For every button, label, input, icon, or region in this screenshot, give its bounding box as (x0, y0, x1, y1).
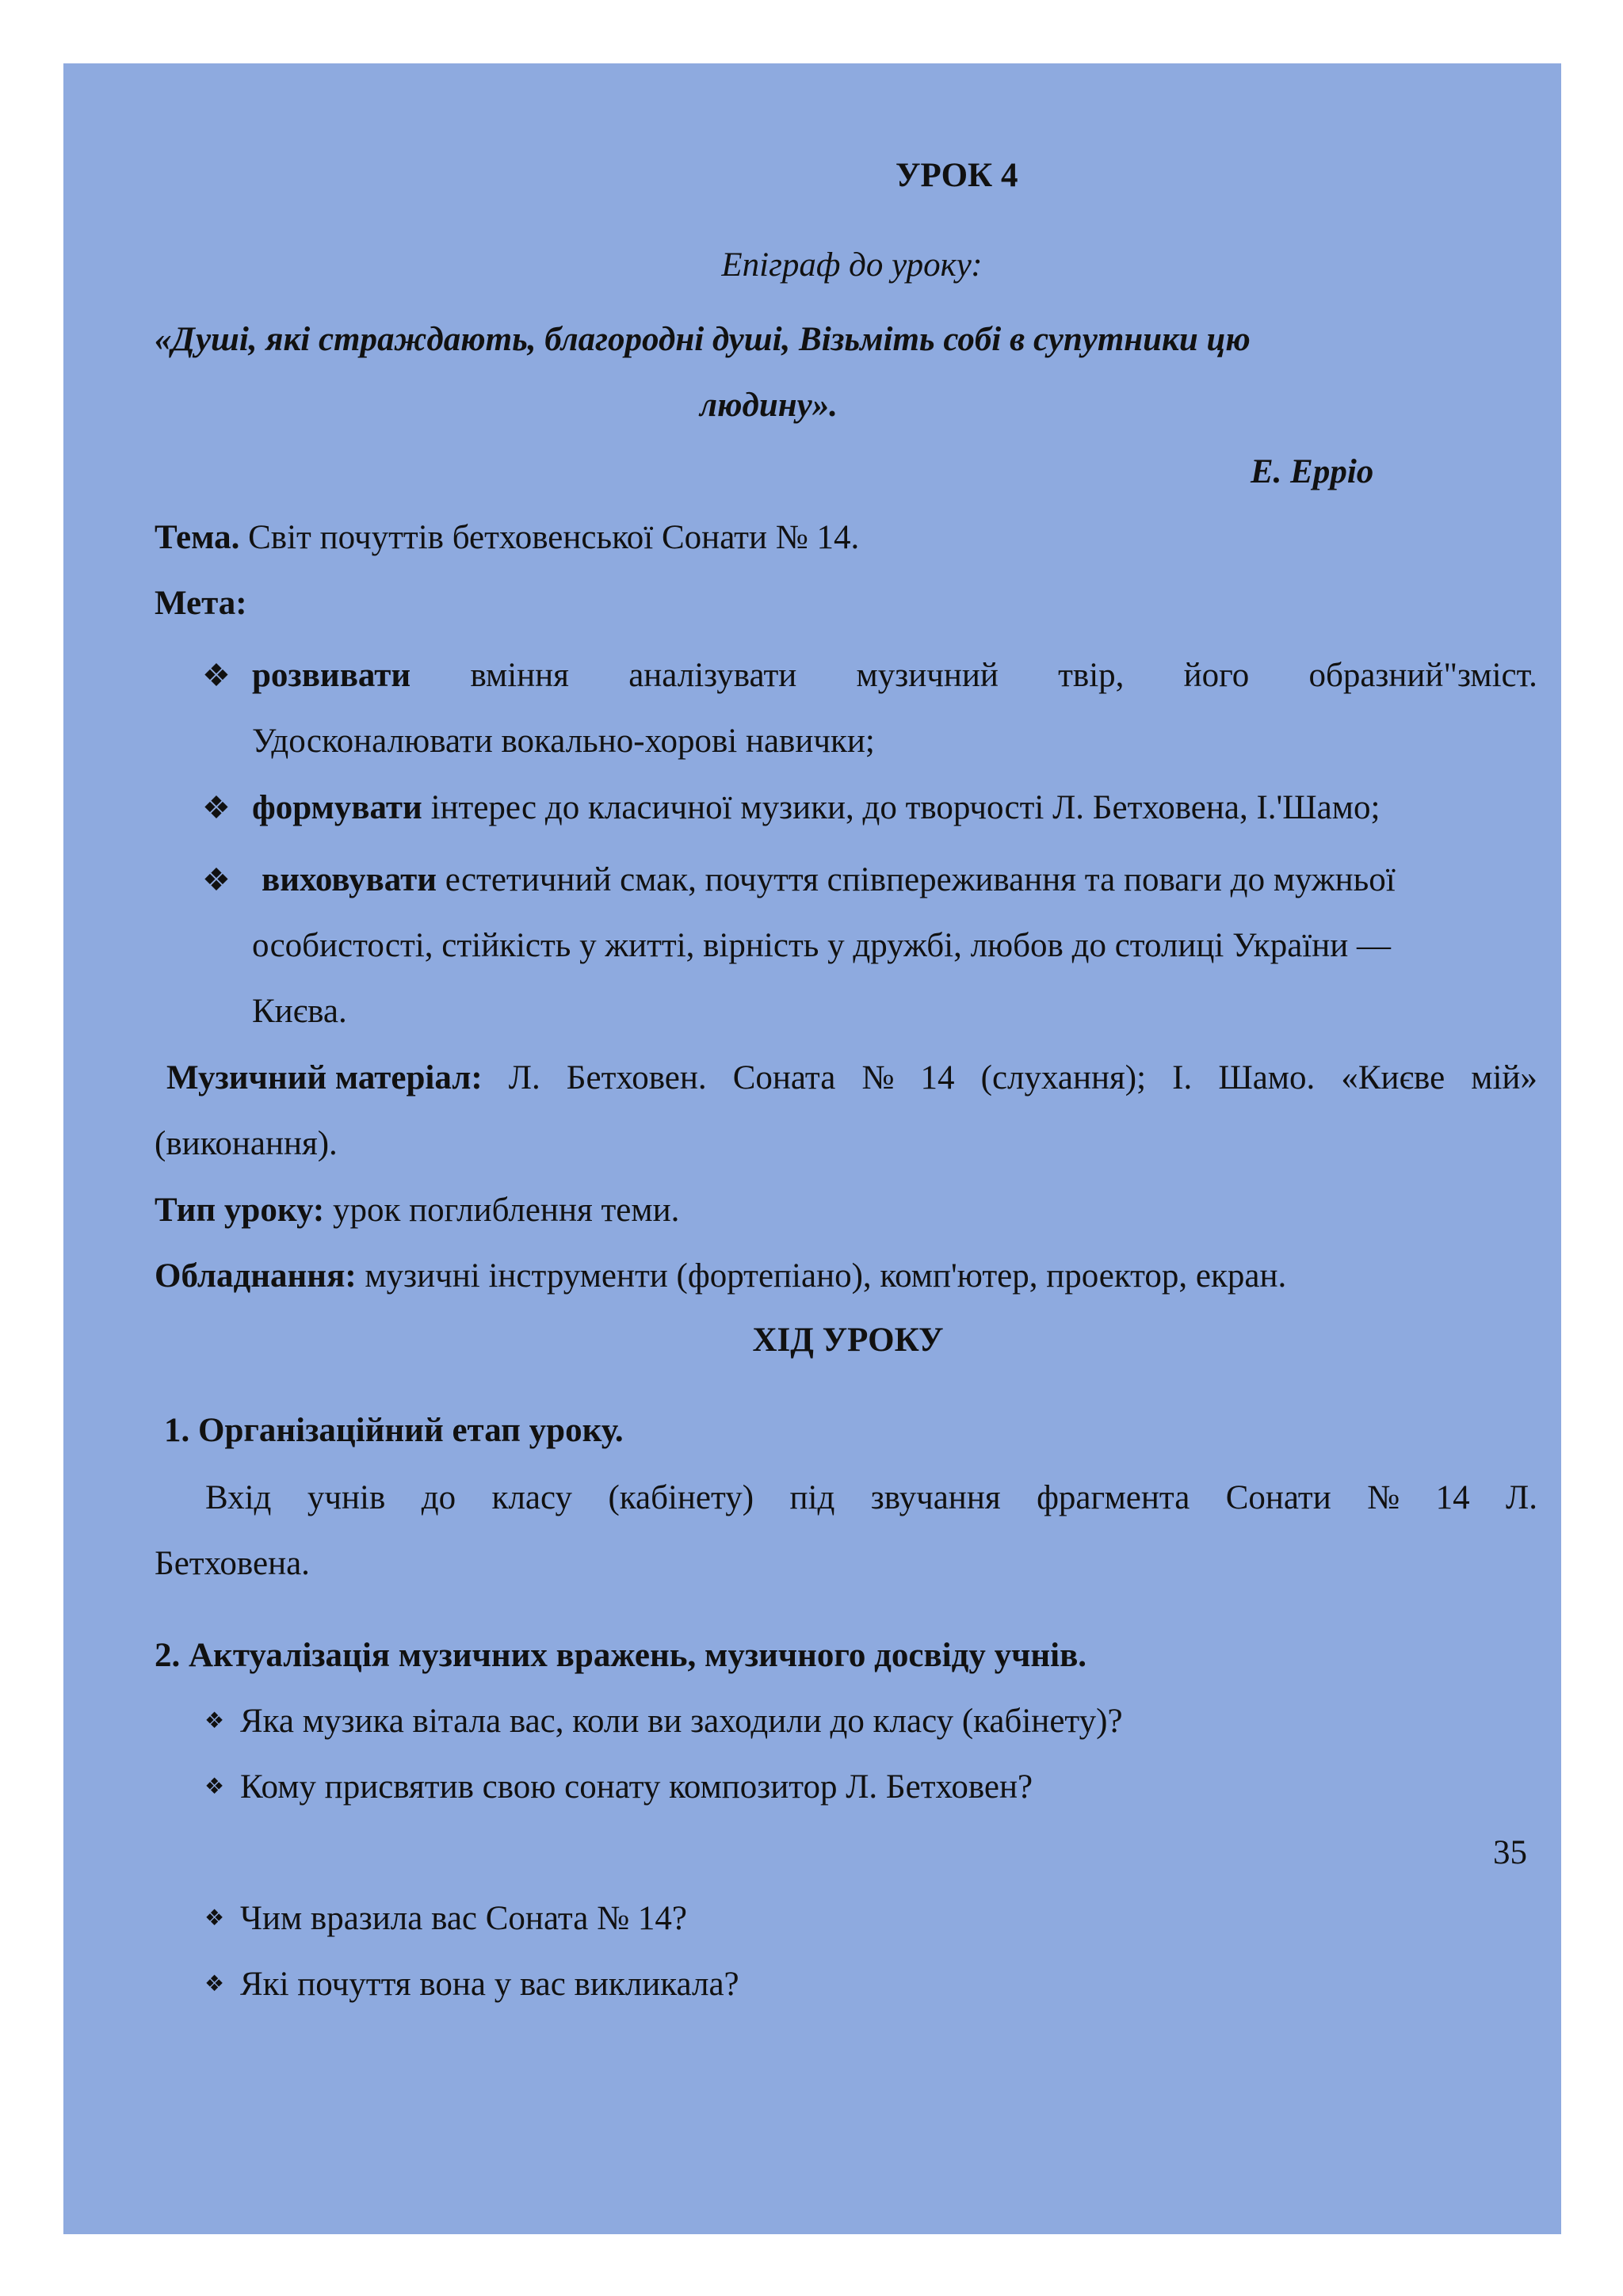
goal-word: вміння (470, 657, 569, 694)
topic-line (155, 517, 859, 559)
bullet-icon: ❖ (202, 862, 231, 898)
bullet-icon: ❖ (204, 1709, 225, 1733)
material-word: № (861, 1059, 895, 1097)
bullet-icon: ❖ (202, 790, 231, 826)
material-word: 14 (920, 1059, 955, 1097)
goal-item-3-line2: особистості, стійкість у житті, вірність у дружбі, любов до столиці України — (252, 927, 1391, 964)
course-heading: ХІД УРОКУ (752, 1322, 944, 1359)
material-word: Бетховен. (566, 1059, 707, 1097)
material-word: Шамо. (1218, 1059, 1316, 1097)
bullet-icon: ❖ (202, 658, 231, 693)
goal-item-3-line3: Києва. (252, 993, 347, 1030)
material-word: Л. (508, 1059, 540, 1097)
section-1-word: звучання (870, 1479, 1001, 1516)
epigraph-author: Е. Ерріо (1251, 453, 1374, 490)
lesson-title: УРОК 4 (896, 157, 1018, 194)
goal-item-3-verb: виховувати (262, 861, 437, 898)
section-1-word: Сонати (1225, 1479, 1331, 1516)
lesson-type-line (155, 1189, 679, 1232)
material-line1 (166, 1057, 1537, 1100)
section-1-heading: 1. Організаційний етап уроку. (164, 1412, 624, 1449)
material-label: Музичний матеріал: (166, 1059, 483, 1097)
section-1-word: 14 (1435, 1479, 1470, 1516)
material-word: (слухання); (980, 1059, 1147, 1097)
goal-item-1-verb: розвивати (252, 657, 411, 694)
question-item: Які почуття вона у вас викликала? (240, 1966, 739, 2003)
goal-word: музичний (856, 657, 999, 694)
material-word: мій» (1471, 1059, 1537, 1097)
section-1-word: до (421, 1479, 456, 1516)
epigraph-label: Епіграф до уроку: (721, 246, 983, 284)
equipment-text: музичні інструменти (фортепіано), комп'ютер, проектор, екран. (356, 1257, 1287, 1295)
lesson-type-label: Тип уроку: (155, 1192, 325, 1229)
topic-label: Тема. (155, 519, 240, 556)
section-1-word: (кабінету) (608, 1479, 754, 1516)
bullet-icon: ❖ (204, 1972, 225, 1997)
goal-item-2-text: інтерес до класичної музики, до творчості Л. Бетховена, І.'Шамо; (422, 789, 1381, 826)
goal-word: аналізувати (628, 657, 797, 694)
section-1-word: фрагмента (1037, 1479, 1190, 1516)
goal-item-3-text: естетичний смак, почуття співпереживання та поваги до мужньої (437, 861, 1396, 898)
lesson-type-text: урок поглиблення теми. (324, 1192, 680, 1229)
goal-item-2-verb: формувати (252, 789, 422, 826)
material-word: Соната (732, 1059, 836, 1097)
equipment-line (155, 1255, 1286, 1298)
question-item: Кому присвятив свою сонату композитор Л. Бетховен? (240, 1768, 1033, 1806)
epigraph-quote-line2: людину». (700, 387, 838, 424)
topic-text: Світ почуттів бетховенської Сонати № 14. (239, 519, 860, 556)
section-1-word: учнів (307, 1479, 386, 1516)
section-1-word: під (789, 1479, 835, 1516)
goal-item-1-line1 (252, 654, 1537, 697)
material-line2: (виконання). (155, 1125, 338, 1162)
goal-item-1-line2: Удосконалювати вокально-хорові навички; (252, 723, 875, 760)
goal-label: Мета: (155, 585, 247, 622)
goal-word: його (1183, 657, 1250, 694)
goal-word: твір, (1058, 657, 1125, 694)
goal-item-3-line1 (262, 859, 1396, 902)
section-1-word: № (1367, 1479, 1400, 1516)
material-word: І. (1172, 1059, 1193, 1097)
question-item: Чим вразила вас Соната № 14? (240, 1900, 687, 1937)
material-word: «Києве (1341, 1059, 1445, 1097)
section-1-line2: Бетховена. (155, 1545, 310, 1582)
goal-word: образний"зміст. (1308, 657, 1537, 694)
bullet-icon: ❖ (204, 1906, 225, 1931)
section-1-word: Л. (1506, 1479, 1537, 1516)
goal-item-2-line1 (252, 787, 1380, 830)
bullet-icon: ❖ (204, 1775, 225, 1799)
equipment-label: Обладнання: (155, 1257, 357, 1295)
epigraph-quote-line1: «Душі, які страждають, благородні душі, Візьміть собі в супутники цю (155, 321, 1251, 358)
section-1-word: класу (491, 1479, 572, 1516)
section-2-heading: 2. Актуалізація музичних вражень, музичного досвіду учнів. (155, 1637, 1087, 1674)
question-item: Яка музика вітала вас, коли ви заходили до класу (кабінету)? (240, 1703, 1123, 1740)
page-number: 35 (1493, 1834, 1527, 1871)
section-1-word: Вхід (205, 1479, 272, 1516)
section-1-line1 (205, 1477, 1537, 1520)
